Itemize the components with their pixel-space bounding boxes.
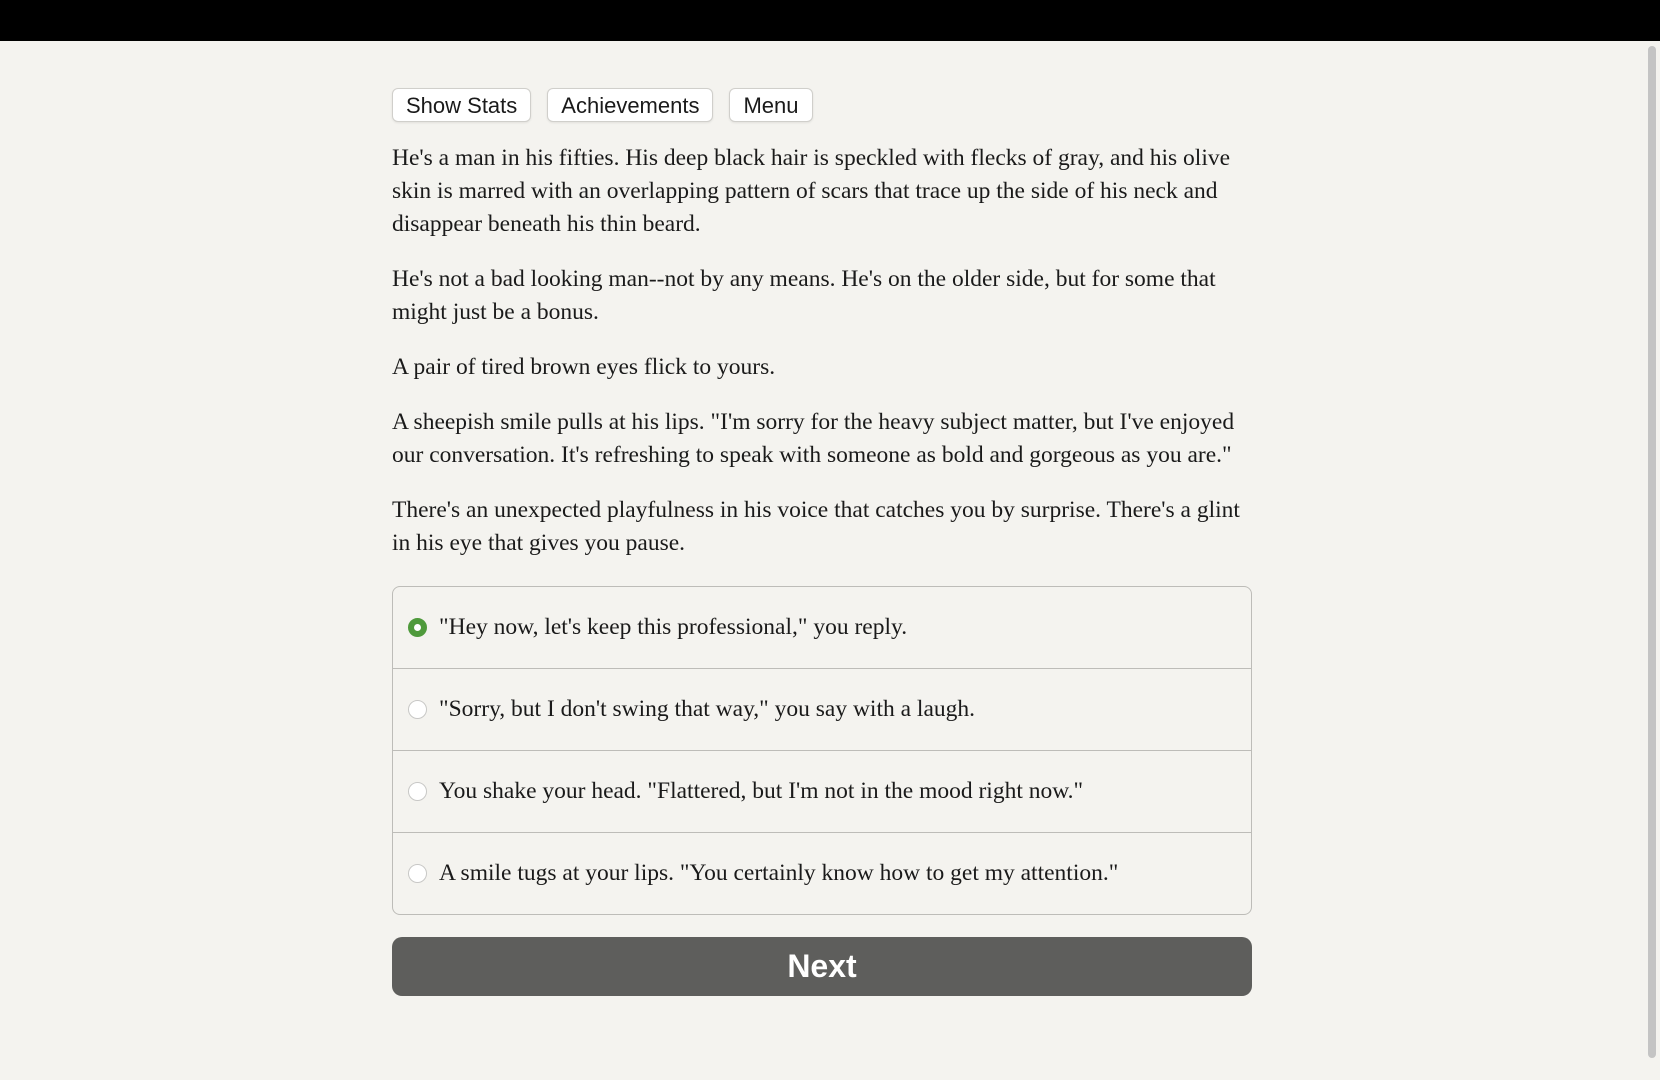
choice-list: [392, 586, 1252, 915]
story-paragraph: A sheepish smile pulls at his lips. "I'm sorry for the heavy subject matter, but I've enjoyed our conversation. It's refreshing to speak with someone as bold and gorgeous as you are.": [392, 409, 1235, 468]
radio-button[interactable]: [408, 864, 427, 883]
next-button[interactable]: Next: [392, 937, 1252, 996]
scrollbar-thumb[interactable]: [1648, 46, 1656, 1058]
story-paragraph: There's an unexpected playfulness in his voice that catches you by surprise. There's a glint in his eye that gives you pause.: [392, 497, 1240, 556]
choice-option[interactable]: [393, 750, 1251, 832]
choice-label: "Sorry, but I don't swing that way," you say with a laugh.: [439, 696, 976, 722]
toolbar: [392, 88, 1252, 124]
story-paragraph: He's not a bad looking man--not by any means. He's on the older side, but for some that might just be a bonus.: [392, 266, 1216, 325]
choice-option[interactable]: [393, 668, 1251, 750]
game-content: [392, 88, 1252, 996]
show-stats-button[interactable]: Show Stats: [392, 88, 531, 122]
choice-label: You shake your head. "Flattered, but I'm not in the mood right now.": [439, 778, 1084, 804]
achievements-button[interactable]: Achievements: [547, 88, 713, 122]
story-paragraph: He's a man in his fifties. His deep black hair is speckled with flecks of gray, and his olive skin is marred with an overlapping pattern of scars that trace up the side of his neck and disappear beneath his thin beard.: [392, 145, 1231, 237]
choice-label: "Hey now, let's keep this professional," you reply.: [439, 614, 908, 640]
choice-option[interactable]: [393, 587, 1251, 668]
story-text: [392, 142, 1252, 560]
radio-button[interactable]: [408, 700, 427, 719]
scrollbar[interactable]: [1643, 41, 1660, 1080]
choice-option[interactable]: [393, 832, 1251, 914]
radio-button-checked[interactable]: [408, 618, 427, 637]
menu-button[interactable]: Menu: [729, 88, 812, 122]
top-black-bar: [0, 0, 1660, 41]
story-paragraph: A pair of tired brown eyes flick to yours.: [392, 354, 776, 380]
radio-button[interactable]: [408, 782, 427, 801]
choice-label: A smile tugs at your lips. "You certainly know how to get my attention.": [439, 860, 1119, 886]
